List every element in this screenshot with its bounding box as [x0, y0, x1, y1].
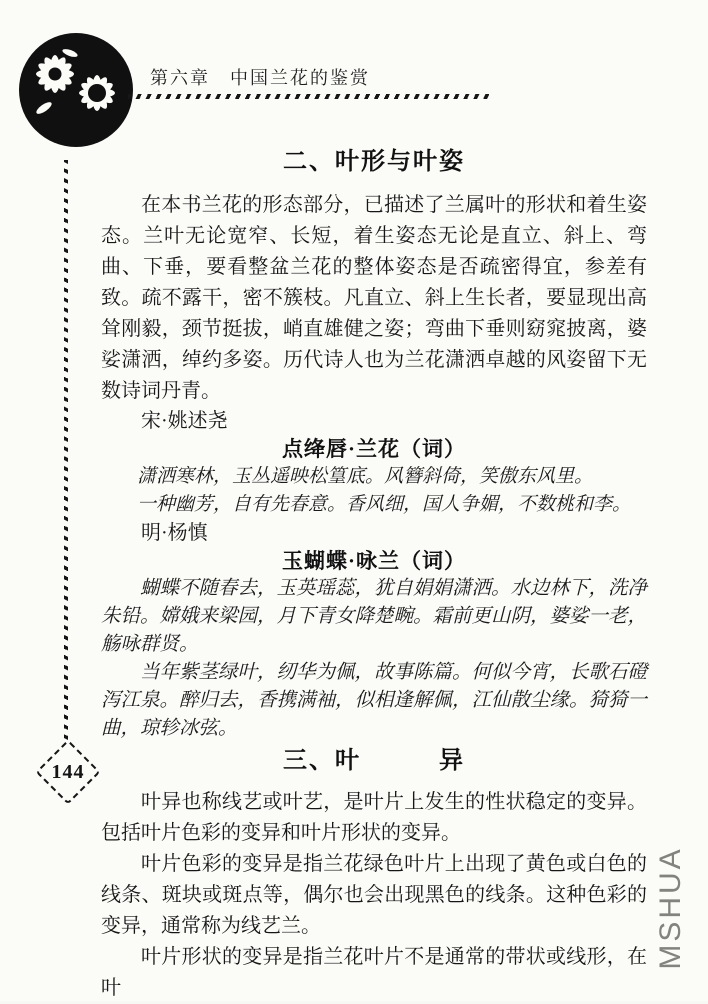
poem2-stanza: 蝴蝶不随春去，玉英瑶蕊，犹自娟娟潇洒。水边林下，洗净朱铅。嫦娥来梁园，月下青女降楚畹。霜前更山阴，婆娑一老，觞咏群贤。 [101, 578, 648, 655]
body-paragraph: 叶异也称线艺或叶艺，是叶片上发生的性状稳定的变异。包括叶片色彩的变异和叶片形状的变异。 [101, 791, 647, 844]
margin-dashed-line [64, 160, 68, 748]
flower-stamp-icon [14, 26, 138, 160]
watermark: MSHUA [654, 846, 687, 970]
header-dashed-line [128, 94, 490, 99]
poem1-author: 宋·姚述尧 [141, 410, 228, 432]
poem2-stanza: 当年紫茎绿叶，纫华为佩，故事陈篇。何似今宵，长歌石磴泻江泉。醉归去，香携满袖，似相逢解佩，江仙散尘缘。猗猗一曲，琼轸冰弦。 [101, 662, 648, 739]
page-number: 144 [51, 760, 85, 783]
poem1-title: 点绛唇·兰花（词） [281, 437, 466, 461]
poem2-title: 玉蝴蝶·咏兰（词） [281, 549, 466, 573]
section-title-leaf-shape: 二、叶形与叶姿 [283, 149, 465, 175]
page-content [101, 146, 647, 1004]
poem1-line: 一种幽芳，自有先春意。香风细，国人争媚，不数桃和李。 [137, 494, 632, 515]
chapter-header: 第六章 中国兰花的鉴赏 [150, 68, 370, 88]
body-paragraph: 叶片色彩的变异是指兰花绿色叶片上出现了黄色或白色的线条、斑块或斑点等，偶尔也会出现黑色的线条。这种色彩的变异，通常称为线艺兰。 [101, 853, 647, 937]
body-paragraph: 叶片形状的变异是指兰花叶片不是通常的带状或线形，在叶 [101, 946, 647, 999]
poem1-line: 潇洒寒林，玉丛遥映松篁底。风簪斜倚，笑傲东风里。 [137, 466, 594, 487]
section-title-leaf-variation: 三、叶 异 [283, 748, 465, 774]
intro-paragraph: 在本书兰花的形态部分，已描述了兰属叶的形状和着生姿态。兰叶无论宽窄、长短，着生姿态无论是直立、斜上、弯曲、下垂，要看整盆兰花的整体姿态是否疏密得宜，参差有致。疏不露干，密不簇枝。凡直立、斜上生长者，要显现出高耸刚毅，颈节挺拔，峭直雄健之姿；弯曲下垂则窈窕披离，婆娑潇洒，绰约多姿。历代诗人也为兰花潇洒卓越的风姿留下无数诗词丹青。 [101, 194, 647, 402]
poem2-author: 明·杨慎 [141, 522, 208, 544]
page-number-diamond [35, 739, 100, 804]
